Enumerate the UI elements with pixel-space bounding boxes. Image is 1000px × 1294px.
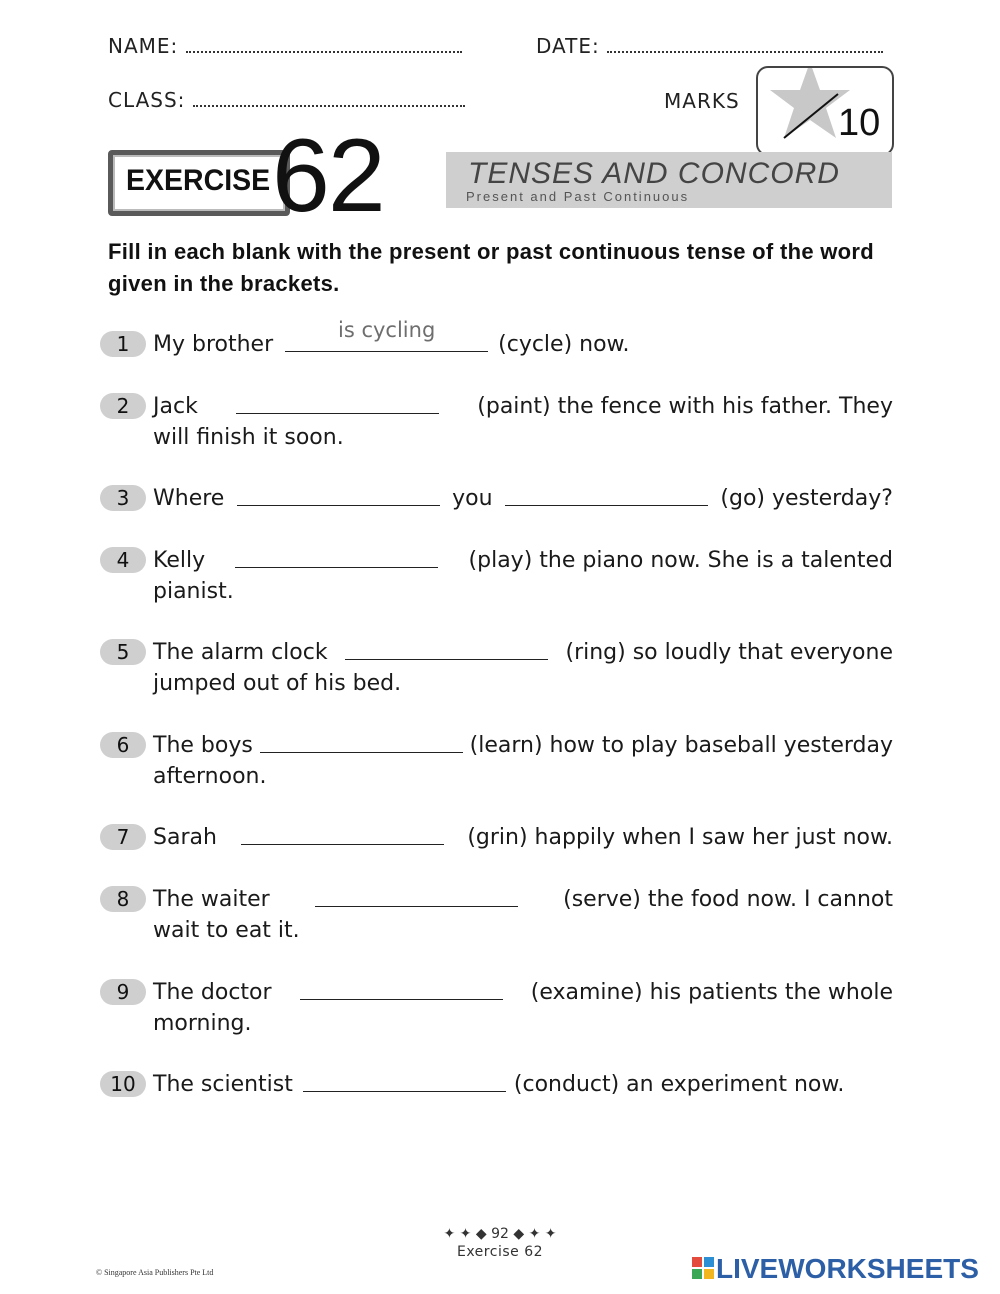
- question-number: 4: [100, 547, 146, 573]
- question-text: Where: [153, 486, 225, 511]
- date-label: DATE:: [536, 34, 600, 58]
- question-text: (conduct) an experiment now.: [513, 1072, 845, 1097]
- question-text: (paint) the fence with his father. They: [477, 394, 893, 419]
- exercise-label: EXERCISE: [126, 164, 271, 197]
- copyright: © Singapore Asia Publishers Pte Ltd: [96, 1268, 214, 1277]
- question-number: 9: [100, 979, 146, 1005]
- name-field: [108, 34, 462, 58]
- date-input-line[interactable]: [607, 39, 883, 53]
- marks-label: MARKS: [664, 89, 740, 113]
- question-text-continued: morning.: [153, 1011, 252, 1036]
- topic-title: TENSES AND CONCORD: [468, 157, 840, 190]
- question-text: Jack: [153, 394, 198, 419]
- question-text: (go) yesterday?: [720, 486, 893, 511]
- question-text: (serve) the food now. I cannot: [563, 887, 893, 912]
- question-text: Kelly: [153, 548, 206, 573]
- answer-blank[interactable]: [237, 483, 440, 506]
- answer-blank[interactable]: [303, 1069, 506, 1092]
- answer-blank[interactable]: [345, 637, 548, 660]
- question-text: (cycle) now.: [498, 332, 630, 357]
- question-text: (play) the piano now. She is a talented: [468, 548, 893, 573]
- question-number: 3: [100, 485, 146, 511]
- question-text: (ring) so loudly that everyone: [565, 640, 893, 665]
- answer-blank[interactable]: [260, 730, 463, 753]
- question-number: 7: [100, 824, 146, 850]
- answer-blank[interactable]: [300, 977, 503, 1000]
- topic-band: [446, 152, 892, 208]
- question-number: 10: [100, 1071, 146, 1097]
- question-text-continued: wait to eat it.: [153, 918, 300, 943]
- question-text-continued: jumped out of his bed.: [153, 671, 402, 696]
- question-number: 5: [100, 639, 146, 665]
- class-input-line[interactable]: [193, 93, 465, 107]
- date-field: [536, 34, 883, 58]
- question-text: The waiter: [153, 887, 270, 912]
- page-number: [440, 1226, 560, 1242]
- marks-total: 10: [838, 102, 881, 144]
- answer-blank[interactable]: [236, 391, 439, 414]
- answer-blank-2[interactable]: [505, 483, 708, 506]
- question-text: (examine) his patients the whole: [530, 980, 893, 1005]
- question-number: 6: [100, 732, 146, 758]
- page-number-value: 92: [491, 1226, 509, 1242]
- footer-ornament-icon: ◆ ✦ ✦: [508, 1226, 557, 1242]
- question-text: you: [452, 486, 493, 511]
- answer-text: is cycling: [338, 318, 436, 342]
- exercise-badge: [108, 150, 290, 216]
- question-text: The alarm clock: [153, 640, 328, 665]
- brand-logo[interactable]: LIVEWORKSHEETS: [716, 1253, 979, 1284]
- answer-blank[interactable]: [285, 318, 488, 352]
- question-number: 1: [100, 331, 146, 357]
- exercise-number: 62: [272, 118, 384, 234]
- topic-subtitle: Present and Past Continuous: [466, 189, 690, 204]
- question-text: (learn) how to play baseball yesterday: [469, 733, 893, 758]
- name-input-line[interactable]: [186, 39, 462, 53]
- answer-blank[interactable]: [315, 884, 518, 907]
- question-text: (grin) happily when I saw her just now.: [467, 825, 893, 850]
- question-text-continued: pianist.: [153, 579, 234, 604]
- question-number: 2: [100, 393, 146, 419]
- question-text: The boys: [153, 733, 253, 758]
- question-text: The scientist: [153, 1072, 293, 1097]
- instructions: Fill in each blank with the present or past continuous tense of the word given in the brackets.: [108, 239, 875, 296]
- question-text: The doctor: [153, 980, 272, 1005]
- marks-box: [756, 66, 894, 156]
- name-label: NAME:: [108, 34, 179, 58]
- class-field: [108, 88, 465, 112]
- question-text: Sarah: [153, 825, 217, 850]
- answer-blank[interactable]: [241, 822, 444, 845]
- question-text-continued: afternoon.: [153, 764, 267, 789]
- answer-blank[interactable]: [235, 545, 438, 568]
- footer-exercise-label: Exercise 62: [456, 1244, 544, 1260]
- liveworksheets-logo-icon: [692, 1257, 714, 1279]
- question-text: My brother: [153, 332, 274, 357]
- footer-ornament-icon: ✦ ✦ ◆: [443, 1226, 492, 1242]
- question-text-continued: will finish it soon.: [153, 425, 344, 450]
- class-label: CLASS:: [108, 88, 186, 112]
- question-number: 8: [100, 886, 146, 912]
